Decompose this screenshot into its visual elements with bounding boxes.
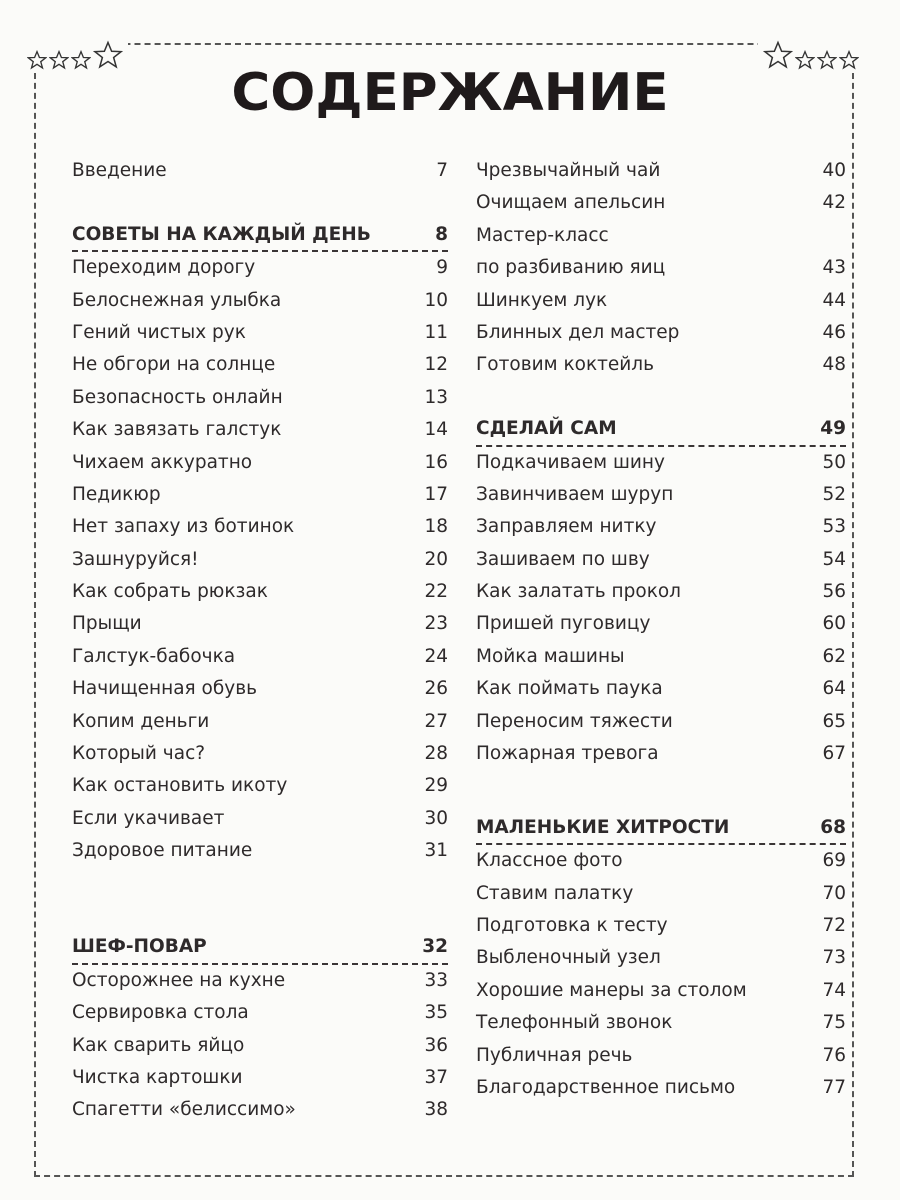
section-heading-little-tricks[interactable] xyxy=(476,813,846,845)
toc-entry-label: Мойка машины xyxy=(476,645,625,667)
toc-entry[interactable] xyxy=(72,738,448,770)
toc-entry-label: Гений чистых рук xyxy=(72,321,246,343)
toc-entry-label: Введение xyxy=(72,160,167,181)
toc-entry-page: 18 xyxy=(424,516,448,538)
toc-entry-page: 36 xyxy=(424,1034,448,1056)
toc-entry-page: 54 xyxy=(822,548,846,570)
toc-entry-page: 13 xyxy=(424,386,448,408)
section-page: 68 xyxy=(820,816,846,838)
toc-entry-label: Выбленочный узел xyxy=(476,947,661,969)
toc-entry-page: 77 xyxy=(822,1076,846,1098)
toc-entry-page: 60 xyxy=(822,613,846,635)
toc-entry-page: 48 xyxy=(822,354,846,376)
toc-entry-page: 75 xyxy=(822,1012,846,1034)
toc-entry-label: Хорошие манеры за столом xyxy=(476,979,747,1001)
toc-entry[interactable] xyxy=(476,1040,846,1072)
toc-entry[interactable] xyxy=(72,997,448,1029)
section-items-chef xyxy=(72,965,448,1127)
toc-entry-label: Подкачиваем шину xyxy=(476,451,665,473)
toc-entry-label: Как сварить яйцо xyxy=(72,1034,245,1056)
toc-entry-page: 67 xyxy=(822,743,846,765)
toc-entry-label: Как собрать рюкзак xyxy=(72,581,268,603)
toc-entry-intro[interactable] xyxy=(72,155,448,187)
toc-entry-label: Чихаем аккуратно xyxy=(72,451,253,473)
toc-entry-label: Переходим дорогу xyxy=(72,257,256,279)
toc-entry[interactable] xyxy=(476,975,846,1007)
toc-entry-label: Нет запаху из ботинок xyxy=(72,516,295,538)
toc-entry-label: Очищаем апельсин xyxy=(476,192,666,214)
toc-entry-label: Подготовка к тесту xyxy=(476,914,668,936)
toc-entry[interactable] xyxy=(72,1094,448,1126)
spacer xyxy=(476,770,846,802)
toc-entry[interactable] xyxy=(72,479,448,511)
toc-entry-label: Спагетти «белиссимо» xyxy=(72,1099,296,1121)
toc-entry-page: 37 xyxy=(424,1066,448,1088)
toc-entry-page: 70 xyxy=(822,882,846,904)
toc-entry[interactable] xyxy=(476,349,846,381)
toc-entry-page: 56 xyxy=(822,581,846,603)
section-items-little-tricks xyxy=(476,845,846,1104)
toc-entry-page: 44 xyxy=(822,289,846,311)
toc-entry-label: Переносим тяжести xyxy=(476,710,673,732)
toc-entry-label: Ставим палатку xyxy=(476,882,634,904)
toc-entry[interactable] xyxy=(476,1072,846,1104)
toc-entry-label: Здоровое питание xyxy=(72,840,253,862)
toc-entry[interactable] xyxy=(476,673,846,705)
toc-entry[interactable] xyxy=(72,965,448,997)
toc-entry-label: Телефонный звонок xyxy=(476,1012,673,1034)
toc-entry-page: 16 xyxy=(424,451,448,473)
toc-entry-label: Педикюр xyxy=(72,483,161,505)
toc-right-column xyxy=(476,155,846,1104)
toc-entry-label: Завинчиваем шуруп xyxy=(476,483,674,505)
toc-entry-page: 72 xyxy=(822,914,846,936)
spacer xyxy=(72,868,448,900)
toc-entry-page: 20 xyxy=(424,548,448,570)
toc-entry-page: 73 xyxy=(822,947,846,969)
toc-entry[interactable] xyxy=(476,544,846,576)
toc-entry[interactable] xyxy=(72,641,448,673)
toc-entry-page: 9 xyxy=(436,257,448,279)
toc-entry-page: 10 xyxy=(424,289,448,311)
toc-entry-label: Готовим коктейль xyxy=(476,354,655,376)
toc-entry-page: 29 xyxy=(424,775,448,797)
toc-entry-page: 22 xyxy=(424,581,448,603)
toc-entry-label: Если укачивает xyxy=(72,807,225,829)
section-items-chef-continued xyxy=(476,155,846,382)
toc-entry[interactable] xyxy=(476,910,846,942)
toc-entry-label: Не обгори на солнце xyxy=(72,354,276,376)
toc-entry-label: Блинных дел мастер xyxy=(476,321,680,343)
toc-entry[interactable] xyxy=(476,878,846,910)
section-heading-everyday-tips[interactable] xyxy=(72,220,448,252)
toc-entry-label: Сервировка стола xyxy=(72,1002,249,1024)
toc-entry[interactable] xyxy=(72,608,448,640)
toc-entry-page: 65 xyxy=(822,710,846,732)
toc-entry[interactable] xyxy=(72,349,448,381)
toc-entry-label: Осторожнее на кухне xyxy=(72,969,286,991)
toc-entry[interactable] xyxy=(476,1007,846,1039)
toc-entry[interactable] xyxy=(476,641,846,673)
toc-entry[interactable] xyxy=(476,317,846,349)
spacer xyxy=(476,803,846,813)
toc-entry-page: 24 xyxy=(424,645,448,667)
toc-entry-page: 17 xyxy=(424,483,448,505)
toc-entry[interactable] xyxy=(476,706,846,738)
toc-entry-label: Прыщи xyxy=(72,613,142,635)
toc-entry-page: 26 xyxy=(424,678,448,700)
toc-entry-page: 64 xyxy=(822,678,846,700)
toc-entry-label: Мастер-класс xyxy=(476,224,609,246)
toc-entry-label: Зашиваем по шву xyxy=(476,548,650,570)
toc-entry-label: Заправляем нитку xyxy=(476,516,657,538)
toc-entry-page: 23 xyxy=(424,613,448,635)
toc-entry[interactable] xyxy=(72,317,448,349)
toc-entry-page: 33 xyxy=(424,969,448,991)
toc-entry-label: Безопасность онлайн xyxy=(72,386,283,408)
toc-entry[interactable] xyxy=(476,285,846,317)
toc-entry-label: Публичная речь xyxy=(476,1044,633,1066)
section-title: СОВЕТЫ НА КАЖДЫЙ ДЕНЬ xyxy=(72,223,371,245)
toc-entry-page: 27 xyxy=(424,710,448,732)
toc-entry-page: 50 xyxy=(822,451,846,473)
section-title: ШЕФ-ПОВАР xyxy=(72,936,207,958)
toc-entry[interactable] xyxy=(476,738,846,770)
section-items-everyday-tips xyxy=(72,252,448,867)
toc-entry-label: Как залатать прокол xyxy=(476,581,682,603)
toc-entry-page: 7 xyxy=(436,160,448,181)
toc-entry-page: 11 xyxy=(424,321,448,343)
toc-entry-page: 76 xyxy=(822,1044,846,1066)
spacer xyxy=(476,382,846,414)
toc-entry-label: Чистка картошки xyxy=(72,1066,243,1088)
toc-entry[interactable] xyxy=(476,608,846,640)
toc-entry[interactable] xyxy=(476,845,846,877)
toc-entry-page: 42 xyxy=(822,192,846,214)
toc-entry-page: 43 xyxy=(822,257,846,279)
toc-entry[interactable] xyxy=(476,479,846,511)
toc-entry[interactable] xyxy=(476,187,846,219)
toc-entry-label: Начищенная обувь xyxy=(72,678,258,700)
toc-entry[interactable] xyxy=(72,252,448,284)
toc-entry-label: Белоснежная улыбка xyxy=(72,289,282,311)
toc-entry-page: 38 xyxy=(424,1099,448,1121)
toc-entry[interactable] xyxy=(72,770,448,802)
section-page: 49 xyxy=(820,418,846,440)
toc-entry[interactable] xyxy=(72,673,448,705)
section-title: МАЛЕНЬКИЕ ХИТРОСТИ xyxy=(476,816,730,838)
toc-entry[interactable] xyxy=(72,835,448,867)
toc-entry-page: 31 xyxy=(424,840,448,862)
toc-entry-label: Пришей пуговицу xyxy=(476,613,651,635)
toc-entry[interactable] xyxy=(72,576,448,608)
toc-entry[interactable] xyxy=(476,220,846,285)
toc-entry-label: Чрезвычайный чай xyxy=(476,160,661,181)
toc-entry-page: 46 xyxy=(822,321,846,343)
toc-entry-label: Как завязать галстук xyxy=(72,419,282,441)
toc-entry[interactable] xyxy=(72,447,448,479)
toc-entry[interactable] xyxy=(476,576,846,608)
toc-entry-page: 53 xyxy=(822,516,846,538)
toc-entry[interactable] xyxy=(72,803,448,835)
toc-entry-label: Пожарная тревога xyxy=(476,743,659,765)
toc-entry-label: Шинкуем лук xyxy=(476,289,608,311)
toc-entry-page: 28 xyxy=(424,743,448,765)
toc-left-column xyxy=(72,155,448,1127)
toc-entry[interactable] xyxy=(72,706,448,738)
toc-entry[interactable] xyxy=(476,155,846,187)
toc-entry-label: Зашнуруйся! xyxy=(72,548,199,570)
toc-entry-label: Как остановить икоту xyxy=(72,775,288,797)
toc-entry-page: 69 xyxy=(822,850,846,872)
toc-entry-label: по разбиванию яиц xyxy=(476,257,666,279)
toc-entry-page: 35 xyxy=(424,1002,448,1024)
toc-entry[interactable] xyxy=(72,1062,448,1094)
toc-entry[interactable] xyxy=(72,544,448,576)
toc-entry-label: Благодарственное письмо xyxy=(476,1076,736,1098)
spacer xyxy=(72,900,448,932)
section-page: 32 xyxy=(422,936,448,958)
toc-entry[interactable] xyxy=(476,511,846,543)
toc-entry[interactable] xyxy=(72,382,448,414)
section-items-diy xyxy=(476,447,846,771)
toc-entry-page: 40 xyxy=(822,160,846,181)
toc-entry[interactable] xyxy=(72,414,448,446)
toc-entry-page: 74 xyxy=(822,979,846,1001)
spacer xyxy=(72,187,448,219)
toc-entry[interactable] xyxy=(72,1030,448,1062)
toc-entry-label: Классное фото xyxy=(476,850,623,872)
section-page: 8 xyxy=(435,223,448,245)
toc-entry-label: Который час? xyxy=(72,743,206,765)
section-heading-diy[interactable] xyxy=(476,414,846,446)
toc-entry[interactable] xyxy=(72,511,448,543)
toc-entry-label: Галстук-бабочка xyxy=(72,645,236,667)
toc-entry-page: 62 xyxy=(822,645,846,667)
toc-entry-page: 30 xyxy=(424,807,448,829)
toc-entry[interactable] xyxy=(476,447,846,479)
toc-entry-page: 14 xyxy=(424,419,448,441)
section-title: СДЕЛАЙ САМ xyxy=(476,418,617,440)
toc-entry-page: 12 xyxy=(424,354,448,376)
page-title: СОДЕРЖАНИЕ xyxy=(231,63,669,123)
section-heading-chef[interactable] xyxy=(72,932,448,964)
toc-entry[interactable] xyxy=(72,285,448,317)
toc-entry-label: Копим деньги xyxy=(72,710,210,732)
toc-entry[interactable] xyxy=(476,942,846,974)
toc-entry-label: Как поймать паука xyxy=(476,678,663,700)
toc-entry-page: 52 xyxy=(822,483,846,505)
